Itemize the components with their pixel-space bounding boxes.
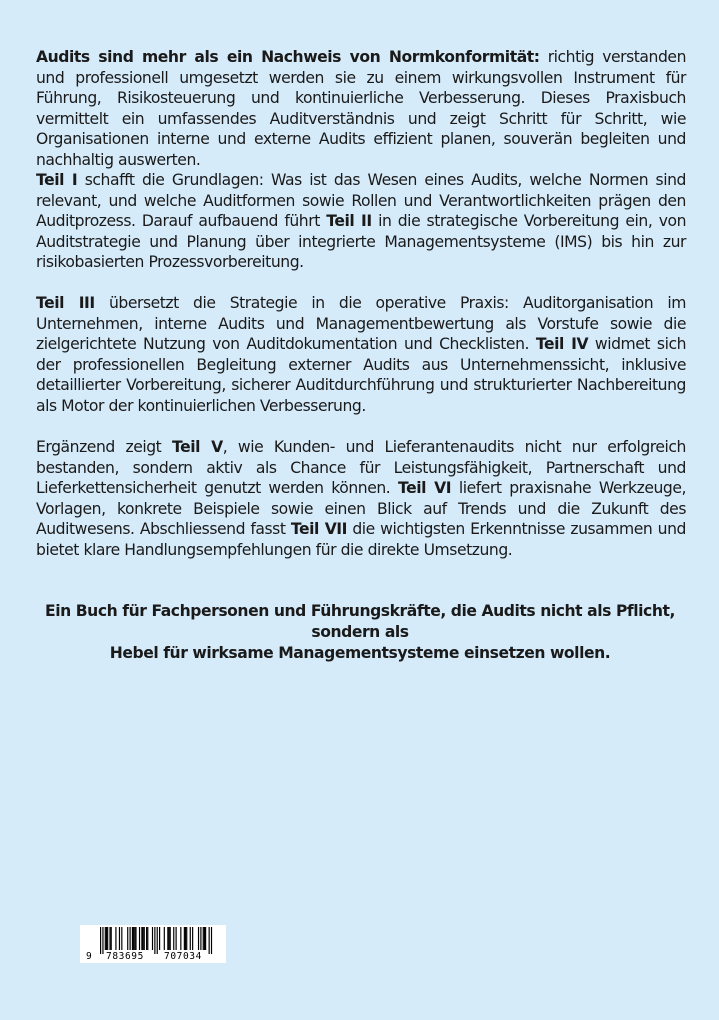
part-1-text: schafft die Grundlagen: Was ist das Wesen eines Audits, welche Normen sind relevant, und welche Auditformen sowie Rollen und Verantwortlichkeiten prägen den Auditprozess. Darauf aufbauend führt xyxy=(36,171,686,231)
barcode-bar xyxy=(105,927,106,950)
barcode-bar xyxy=(167,927,168,950)
closing-line-1: Ein Buch für Fachpersonen und Führungskräfte, die Audits nicht als Pflicht, sondern als xyxy=(45,602,675,641)
barcode-bar xyxy=(132,927,133,950)
teil-3-label: Teil III xyxy=(36,294,95,312)
teil-5-label: Teil V xyxy=(172,438,223,456)
closing-statement xyxy=(20,601,700,664)
intro-lead: Audits sind mehr als ein Nachweis von Normkonformität: xyxy=(36,48,540,66)
barcode-bar xyxy=(106,927,107,950)
intro-paragraph xyxy=(36,47,686,171)
barcode-bar xyxy=(141,927,142,950)
barcode-bar xyxy=(142,927,143,950)
barcode-bar xyxy=(115,927,116,950)
barcode-bar xyxy=(111,927,112,950)
part-6-text: liefert praxisnahe Werkzeuge, Vorlagen, konkrete Beispiele sowie einen Blick auf Trends und die Zukunft des Auditwesens. Abschliessend fasst xyxy=(36,479,687,539)
barcode-bar xyxy=(164,927,165,950)
barcode-graphic xyxy=(80,925,226,963)
barcode-bar xyxy=(133,927,134,950)
barcode-group-right: 707034 xyxy=(164,951,202,962)
barcode-bar xyxy=(139,927,140,950)
barcode-bar xyxy=(192,927,193,950)
barcode-bar xyxy=(152,927,153,950)
barcode-bars xyxy=(100,927,212,954)
teil-1-label: Teil I xyxy=(36,171,78,189)
barcode-bar xyxy=(109,927,110,950)
part-5-text: , wie Kunden- und Lieferantenaudits nicht nur erfolgreich bestanden, sondern aktiv als Chance für Leistungsfähigkeit, Partnerschaft und Lieferkettensicherheit genutzt werden können. xyxy=(36,438,686,498)
barcode-bar xyxy=(198,927,199,950)
barcode-digit-first: 9 xyxy=(86,951,92,962)
barcode-bar xyxy=(168,927,169,950)
barcode-bar xyxy=(119,927,120,950)
barcode-bar xyxy=(205,927,206,950)
part-5-7-paragraph xyxy=(36,437,686,561)
barcode-bar xyxy=(121,927,122,950)
part-3-4-paragraph xyxy=(36,293,686,417)
barcode-bar xyxy=(211,927,212,954)
teil-7-label: Teil VII xyxy=(290,520,348,539)
intro-text: richtig verstanden und professionell umgesetzt werden sie zu einem wirkungsvollen Instrument für Führung, Risikosteuerung und kontinuierliche Verbesserung. Dieses Praxisbuch vermittelt ein umfassendes Auditverständnis und zeigt Schritt für Schritt, wie Organisationen interne und externe Audits effizient planen, souverän begleiten und nachhaltig auswerten. xyxy=(36,48,686,169)
barcode-bar xyxy=(185,927,186,950)
barcode-bar xyxy=(134,927,135,950)
part-2-text: in die strategische Vorbereitung ein, von Auditstrategie und Planung über integrierte Managementsysteme (IMS) bis hin zur risikobasierten Prozessvorbereitung. xyxy=(36,212,687,272)
barcode-bar xyxy=(144,927,145,950)
barcode-bar xyxy=(190,927,191,950)
barcode-bar xyxy=(176,927,177,950)
closing-line-2: Hebel für wirksame Managementsysteme einsetzen wollen. xyxy=(109,644,611,662)
part-5-intro-text: Ergänzend zeigt xyxy=(36,438,172,456)
part-7-text: die wichtigsten Erkenntnisse zusammen und bietet klare Handlungsempfehlungen für die direkte Umsetzung. xyxy=(36,520,686,559)
barcode-bar xyxy=(180,927,181,950)
barcode-bar xyxy=(107,927,108,950)
barcode-bar xyxy=(157,927,158,954)
barcode-group-left: 783695 xyxy=(106,951,144,962)
teil-2-label: Teil II xyxy=(326,212,372,231)
barcode-bar xyxy=(130,927,131,950)
barcode-bar xyxy=(154,927,155,954)
teil-6-label: Teil VI xyxy=(398,479,452,498)
part-1-2-paragraph xyxy=(36,170,686,273)
barcode-bar xyxy=(200,927,201,950)
barcode-bar xyxy=(127,927,128,950)
isbn-barcode xyxy=(80,925,226,963)
barcode-bar xyxy=(147,927,148,950)
barcode-bar xyxy=(209,927,210,954)
barcode-bar xyxy=(184,927,185,950)
barcode-bar xyxy=(170,927,171,950)
teil-4-label: Teil IV xyxy=(535,335,589,354)
barcode-bar xyxy=(135,927,136,950)
barcode-bar xyxy=(159,927,160,950)
barcode-bar xyxy=(204,927,205,950)
barcode-bar xyxy=(203,927,204,950)
barcode-bar xyxy=(102,927,103,954)
barcode-bar xyxy=(100,927,101,954)
part-4-text: widmet sich der professionellen Begleitung externer Audits aus Unternehmenssicht, inklusive detaillierter Vorbereitung, sicherer Auditdurchführung und strukturierter Nachbereitung als Motor der kontinuierlichen Verbesserung. xyxy=(36,335,687,415)
barcode-bar xyxy=(173,927,174,950)
part-3-text: übersetzt die Strategie in die operative Praxis: Auditorganisation im Unternehmen, interne Audits und Managementbewertung als Vorstufe sowie die zielgerichtete Nutzung von Auditdokumentation und Checklisten. xyxy=(36,294,686,354)
barcode-bar xyxy=(146,927,147,950)
barcode-bar xyxy=(186,927,187,950)
